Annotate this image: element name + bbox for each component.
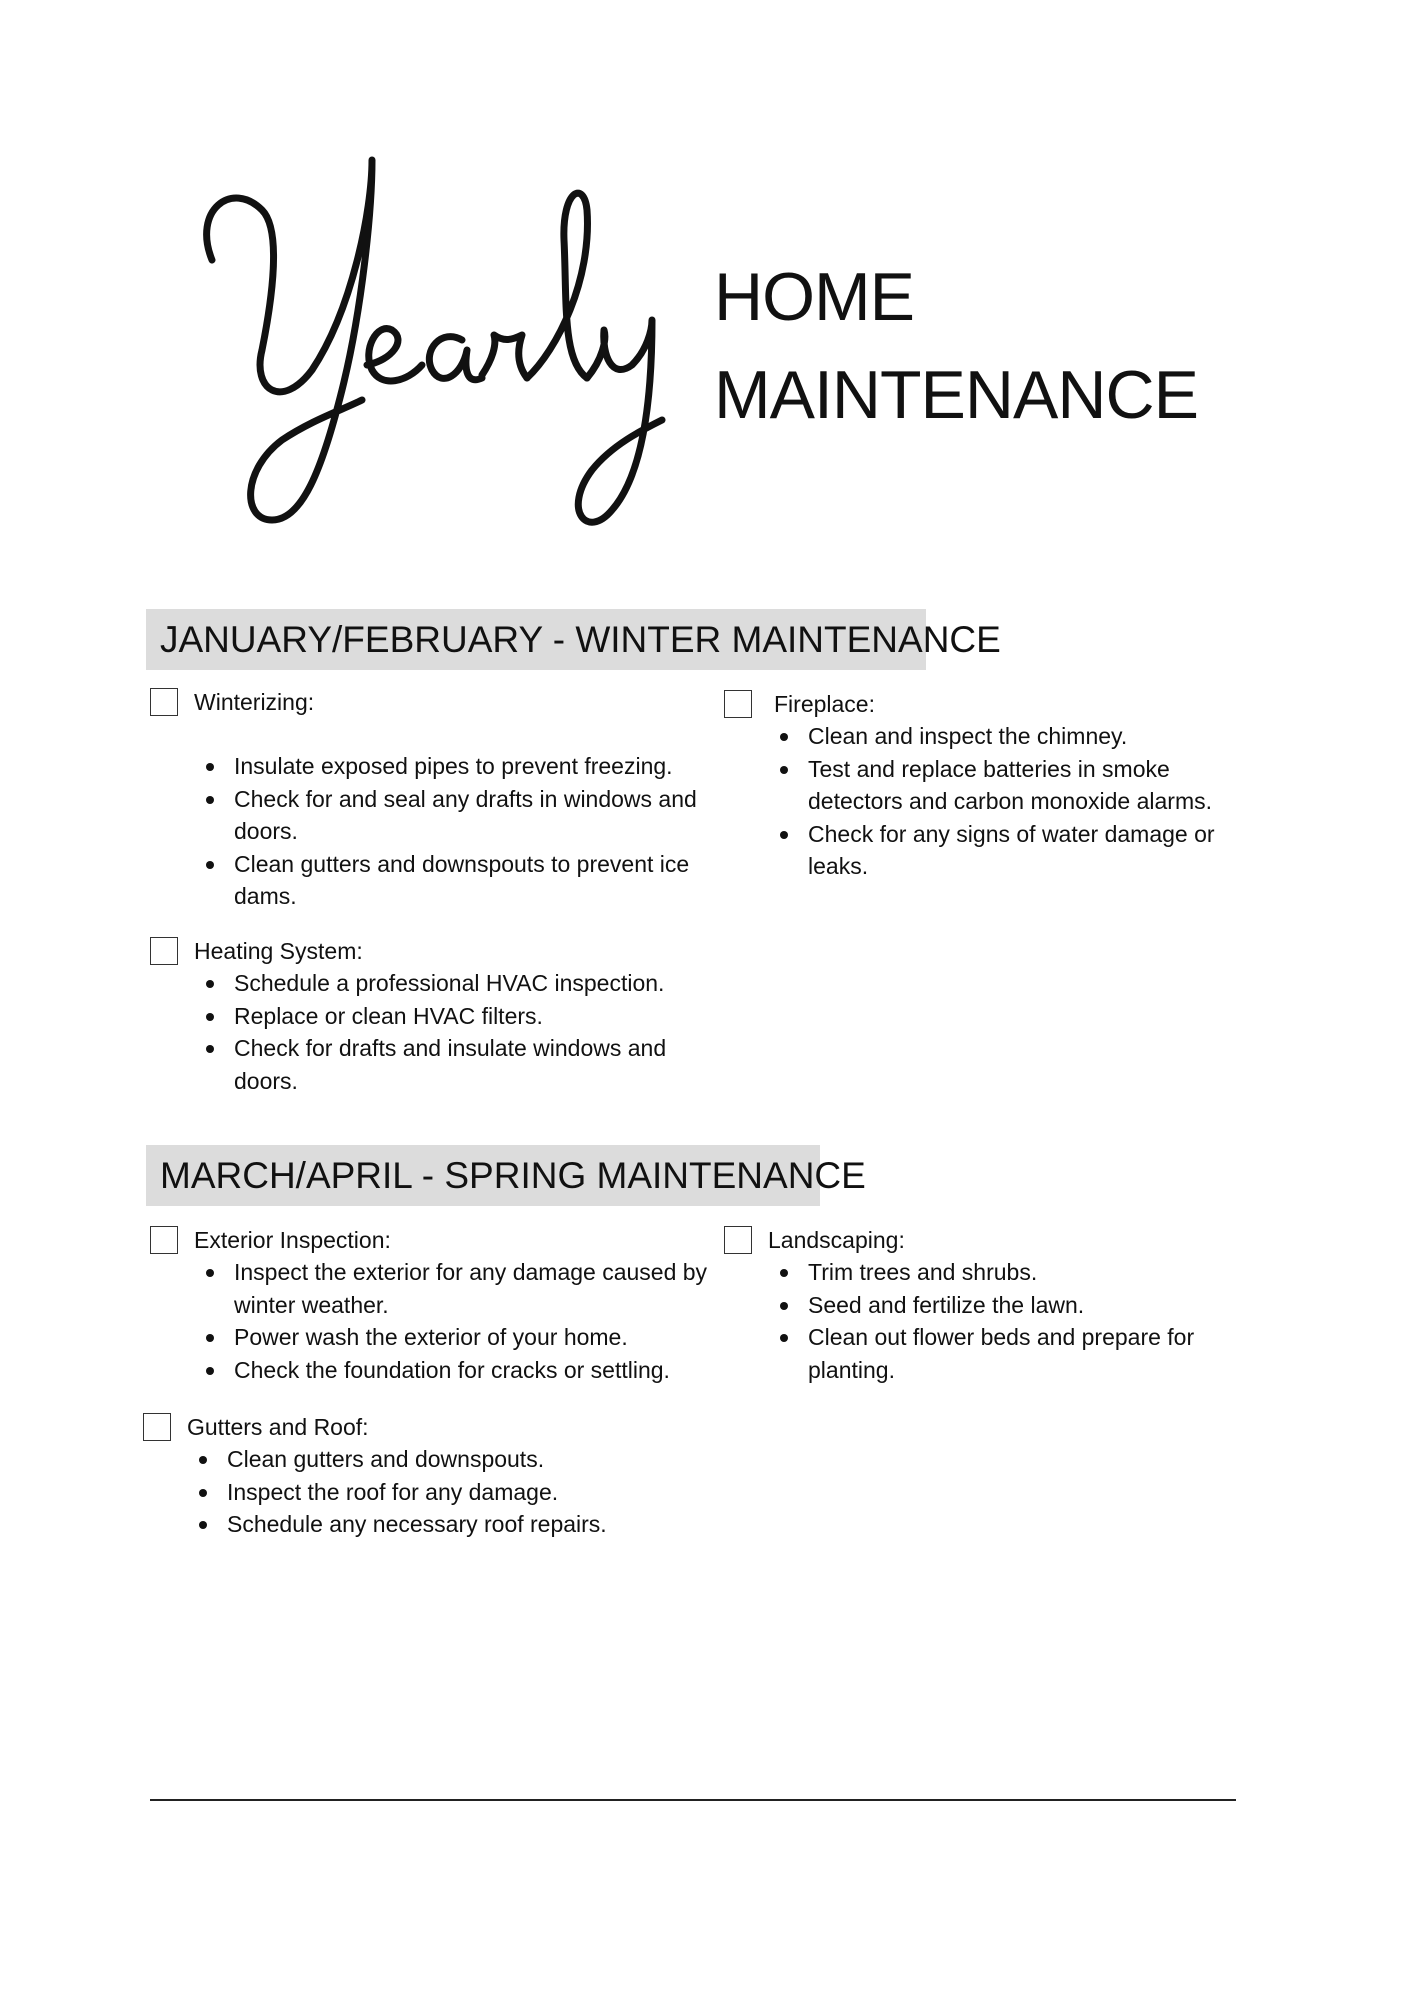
list-item: Check the foundation for cracks or settling. — [192, 1354, 730, 1387]
list-winterizing — [192, 750, 730, 913]
list-item: Check for drafts and insulate windows and doors. — [192, 1032, 730, 1097]
yearly-script-lettering — [192, 150, 712, 550]
title-script-yearly — [192, 150, 712, 550]
list-item: Seed and fertilize the lawn. — [766, 1289, 1224, 1322]
list-item: Inspect the roof for any damage. — [185, 1476, 723, 1509]
group-label-landscaping: Landscaping: — [768, 1227, 905, 1253]
list-item: Clean out flower beds and prepare for planting. — [766, 1321, 1224, 1386]
list-item: Schedule any necessary roof repairs. — [185, 1508, 723, 1541]
checkbox-gutters-and-roof[interactable] — [143, 1413, 171, 1441]
group-label-winterizing: Winterizing: — [194, 689, 315, 715]
group-fireplace — [724, 688, 1224, 883]
checkbox-heating-system[interactable] — [150, 937, 178, 965]
group-heating-system — [150, 935, 730, 1097]
list-item: Clean gutters and downspouts. — [185, 1443, 723, 1476]
list-item: Trim trees and shrubs. — [766, 1256, 1224, 1289]
list-item: Test and replace batteries in smoke detectors and carbon monoxide alarms. — [766, 753, 1224, 818]
section-header-spring: MARCH/APRIL - SPRING MAINTENANCE — [146, 1145, 820, 1206]
group-label-exterior-inspection: Exterior Inspection: — [194, 1227, 391, 1253]
list-gutters-and-roof — [185, 1443, 723, 1541]
list-item: Inspect the exterior for any damage caused by winter weather. — [192, 1256, 730, 1321]
list-item: Schedule a professional HVAC inspection. — [192, 967, 730, 1000]
list-item: Power wash the exterior of your home. — [192, 1321, 730, 1354]
group-label-gutters-and-roof: Gutters and Roof: — [187, 1414, 369, 1440]
list-item: Check for any signs of water damage or leaks. — [766, 818, 1224, 883]
group-label-fireplace: Fireplace: — [774, 691, 875, 717]
section-header-winter: JANUARY/FEBRUARY - WINTER MAINTENANCE — [146, 609, 926, 670]
list-item: Clean and inspect the chimney. — [766, 720, 1224, 753]
list-fireplace — [766, 720, 1224, 883]
subtitle-line-home: HOME — [714, 259, 914, 335]
subtitle-line-maintenance: MAINTENANCE — [714, 357, 1198, 433]
group-gutters-and-roof — [143, 1411, 723, 1541]
checkbox-exterior-inspection[interactable] — [150, 1226, 178, 1254]
page-subtitle — [714, 248, 1198, 444]
list-landscaping — [766, 1256, 1224, 1386]
group-winterizing — [150, 686, 730, 913]
list-heating-system — [192, 967, 730, 1097]
group-landscaping — [724, 1224, 1224, 1386]
list-item: Insulate exposed pipes to prevent freezing. — [192, 750, 730, 783]
group-label-heating-system: Heating System: — [194, 938, 363, 964]
checkbox-landscaping[interactable] — [724, 1226, 752, 1254]
checkbox-winterizing[interactable] — [150, 688, 178, 716]
list-item: Clean gutters and downspouts to prevent ice dams. — [192, 848, 730, 913]
list-item: Replace or clean HVAC filters. — [192, 1000, 730, 1033]
group-exterior-inspection — [150, 1224, 730, 1386]
checkbox-fireplace[interactable] — [724, 690, 752, 718]
footer-divider — [150, 1799, 1236, 1801]
list-exterior-inspection — [192, 1256, 730, 1386]
list-item: Check for and seal any drafts in windows and doors. — [192, 783, 730, 848]
